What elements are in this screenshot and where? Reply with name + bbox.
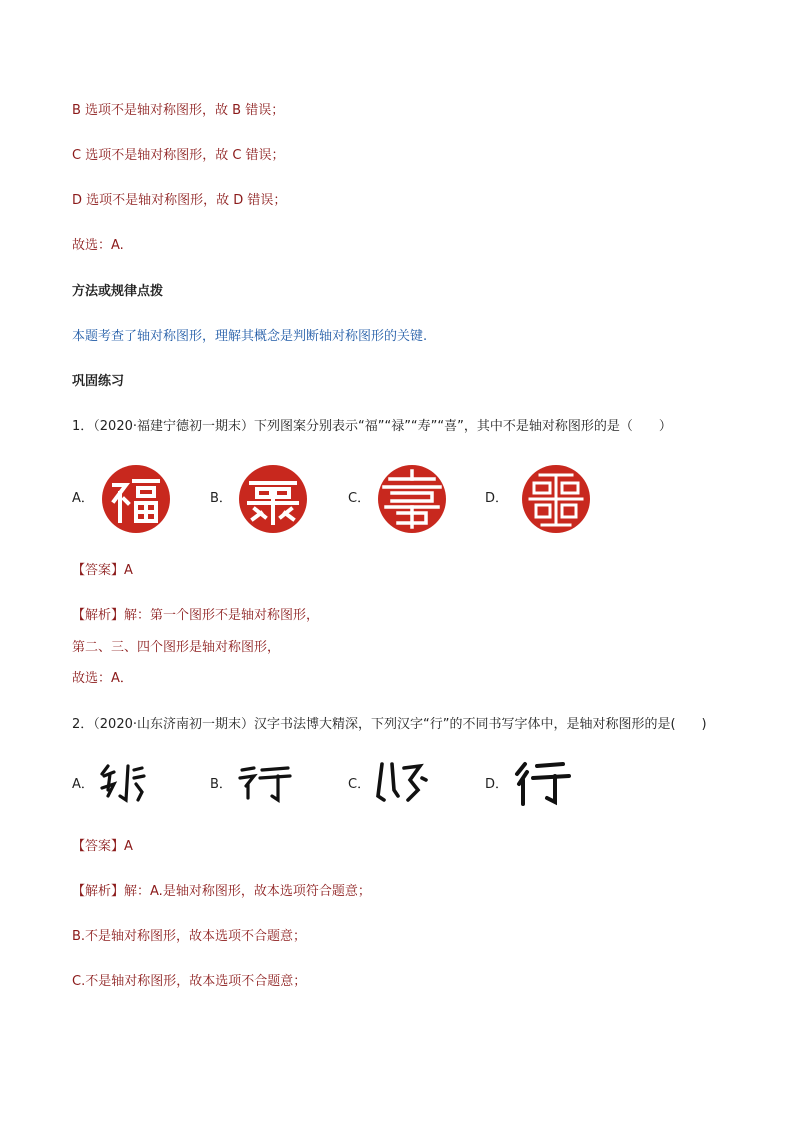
q2-answer [72, 838, 133, 856]
xing-script-a-icon [98, 762, 148, 806]
q2-analysis-c: C.不是轴对称图形，故本选项不合题意； [72, 974, 307, 989]
xing-script-d-icon [513, 760, 573, 808]
method-text: 本题考查了轴对称图形，理解其概念是判断轴对称图形的关键. [72, 329, 428, 344]
solution-line-c: C 选项不是轴对称图形，故 C 错误； [72, 148, 285, 163]
q1-option-c-label: C． [348, 491, 371, 506]
analysis-tag: 【解析】 [72, 884, 125, 899]
answer-tag: 【答案】 [72, 563, 125, 578]
analysis-tag: 【解析】 [72, 608, 125, 623]
q1-stem: 1．（2020·福建宁德初一期末）下列图案分别表示“福”“禄”“寿”“喜”，其中不是轴对称图形的是（ ） [72, 419, 672, 434]
answer-value: A [124, 839, 133, 854]
q2-option-b-label: B． [210, 777, 232, 792]
answer-value: A [124, 563, 133, 578]
q1-choice: 故选：A． [72, 671, 133, 686]
q1-answer [72, 562, 133, 580]
analysis-text: 解：A.是轴对称图形，故本选项符合题意； [124, 884, 371, 899]
solution-line-b: B 选项不是轴对称图形，故 B 错误； [72, 103, 285, 118]
q1-option-b-label: B． [210, 491, 232, 506]
method-heading: 方法或规律点拨 [72, 284, 164, 299]
xing-script-c-icon [374, 760, 430, 806]
q1-option-d-label: D． [485, 491, 509, 506]
q1-analysis-line-2: 第二、三、四个图形是轴对称图形， [72, 640, 281, 655]
practice-heading: 巩固练习 [72, 374, 125, 389]
analysis-text: 解：第一个图形不是轴对称图形， [124, 608, 320, 623]
xing-script-b-icon [236, 764, 292, 804]
q2-stem: 2．（2020·山东济南初一期末）汉字书法博大精深，下列汉字“行”的不同书写字体中，是轴对称图形的是( ) [72, 717, 707, 732]
lu-seal-icon [237, 463, 309, 535]
q1-option-a-label: A． [72, 491, 94, 506]
q1-analysis [72, 607, 319, 625]
q2-analysis [72, 883, 371, 901]
q2-option-a-label: A． [72, 777, 94, 792]
solution-line-d: D 选项不是轴对称图形，故 D 错误； [72, 193, 287, 208]
xi-seal-icon [520, 463, 592, 535]
shou-seal-icon [376, 463, 448, 535]
q2-option-d-label: D． [485, 777, 509, 792]
answer-tag: 【答案】 [72, 839, 125, 854]
q2-analysis-b: B.不是轴对称图形，故本选项不合题意； [72, 929, 307, 944]
q2-option-c-label: C． [348, 777, 371, 792]
solution-choice: 故选：A. [72, 238, 124, 253]
fu-seal-icon [100, 463, 172, 535]
